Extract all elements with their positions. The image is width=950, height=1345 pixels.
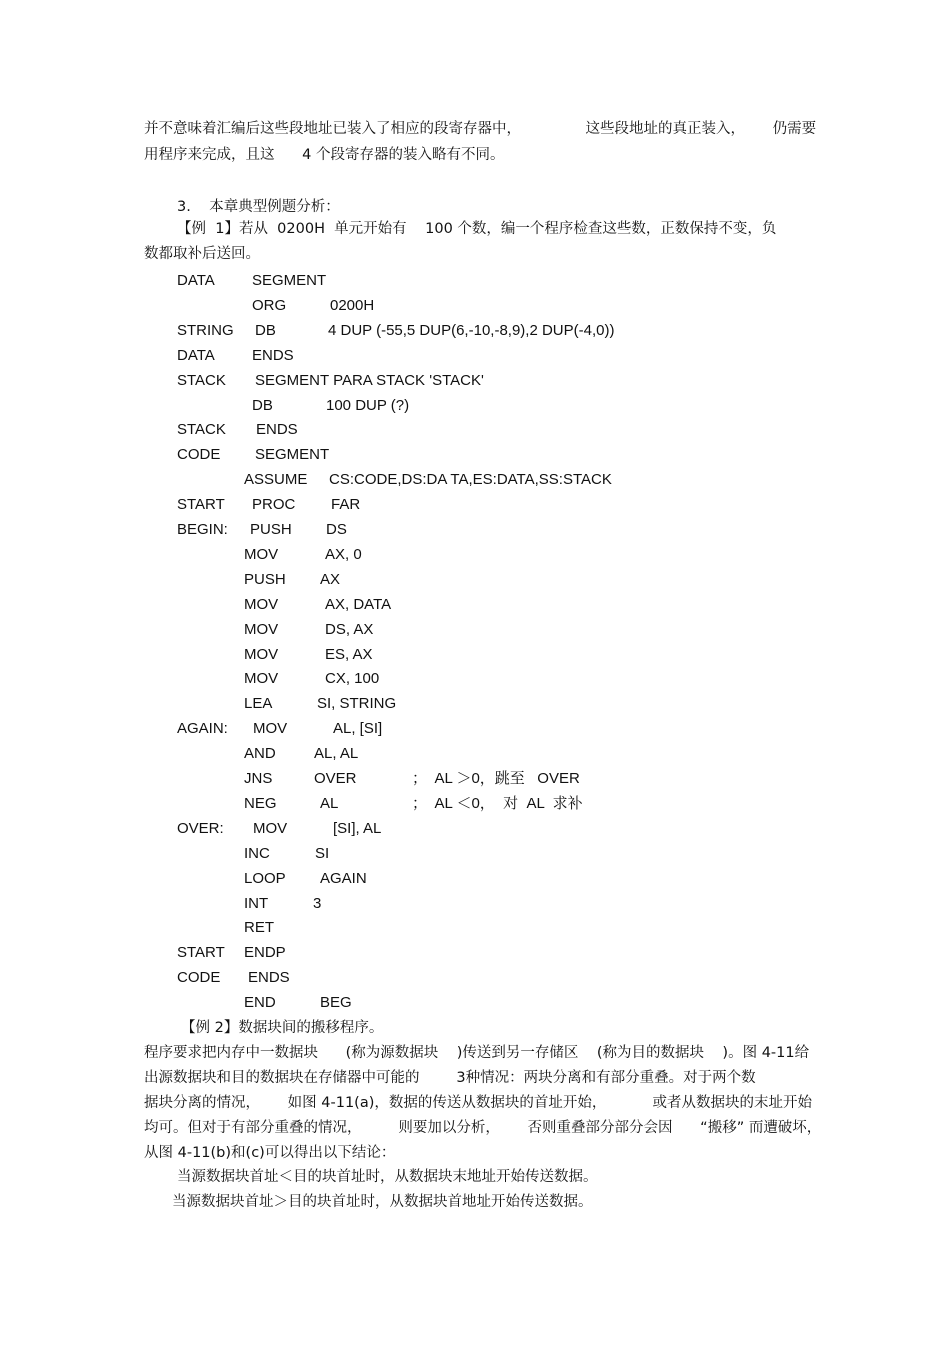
code-label: AGAIN: <box>177 720 228 737</box>
code-arg: AX, DATA <box>325 596 392 613</box>
code-arg: ES, AX <box>325 646 373 663</box>
code-op: ENDS <box>248 969 290 986</box>
code-op: JNS <box>244 770 273 787</box>
code-op: INT <box>244 895 269 912</box>
code-arg: CX, 100 <box>325 670 380 687</box>
code-arg: AX, 0 <box>325 546 362 563</box>
code-op: SEGMENT PARA STACK 'STACK' <box>255 372 484 389</box>
code-label: CODE <box>177 446 221 463</box>
code-op: LOOP <box>244 870 286 887</box>
code-op: ENDS <box>252 347 294 364</box>
code-op: ORG <box>252 297 287 314</box>
example2-para-line-4: 均可。但对于有部分重叠的情况， 则要加以分析， 否则重叠部分部分会因 “搬移” 而遭破坏， <box>144 1120 822 1136</box>
code-label: STRING <box>177 322 234 339</box>
code-op: END <box>244 994 276 1011</box>
code-arg: 3 <box>313 895 322 912</box>
code-arg: 100 DUP (?) <box>326 397 410 414</box>
code-op: ENDP <box>244 944 286 961</box>
code-op: DB <box>255 322 276 339</box>
code-op: PUSH <box>244 571 286 588</box>
code-label: STACK <box>177 372 226 389</box>
example1-line-2: 数都取补后送回。 <box>144 246 260 262</box>
section-heading: 3. 本章典型例题分析： <box>177 199 340 215</box>
code-arg: DS, AX <box>325 621 374 638</box>
code-label: OVER: <box>177 820 224 837</box>
code-op: MOV <box>244 670 279 687</box>
code-op: ASSUME <box>244 471 308 488</box>
code-arg: 4 DUP (-55,5 DUP(6,-10,-8,9),2 DUP(-4,0)) <box>328 322 615 339</box>
code-op: LEA <box>244 695 273 712</box>
code-arg: BEG <box>320 994 352 1011</box>
example2-conclusion-1: 当源数据块首址＜目的块首址时，从数据块末地址开始传送数据。 <box>177 1169 598 1185</box>
code-op: RET <box>244 919 274 936</box>
code-label: DATA <box>177 272 215 289</box>
example2-para-line-5: 从图 4-11(b)和(c)可以得出以下结论： <box>144 1145 396 1161</box>
code-arg: AL, AL <box>314 745 359 762</box>
code-arg: OVER <box>314 770 357 787</box>
code-op: MOV <box>253 720 288 737</box>
code-comment: ； AL ＞0，跳至 OVER <box>412 770 580 787</box>
code-op: AND <box>244 745 276 762</box>
code-op: INC <box>244 845 270 862</box>
code-op: NEG <box>244 795 277 812</box>
code-arg: AL <box>320 795 339 812</box>
code-op: SEGMENT <box>255 446 330 463</box>
example1-line-1: 【例 1】若从 0200H 单元开始有 100 个数，编一个程序检查这些数，正数保持不变，负 <box>177 221 777 237</box>
example2-heading: 【例 2】数据块间的搬移程序。 <box>181 1020 384 1036</box>
example2-conclusion-2: 当源数据块首址＞目的块首址时，从数据块首地址开始传送数据。 <box>172 1194 593 1210</box>
code-op: PUSH <box>250 521 292 538</box>
code-arg: CS:CODE,DS:DA TA,ES:DATA,SS:STACK <box>329 471 612 488</box>
code-op: MOV <box>244 596 279 613</box>
code-label: STACK <box>177 421 226 438</box>
code-arg: [SI], AL <box>333 820 382 837</box>
code-label: CODE <box>177 969 221 986</box>
code-arg: FAR <box>331 496 361 513</box>
code-op: MOV <box>253 820 288 837</box>
code-arg: DS <box>326 521 347 538</box>
code-label: START <box>177 944 225 961</box>
code-op: ENDS <box>256 421 298 438</box>
code-label: START <box>177 496 225 513</box>
code-arg: AX <box>320 571 341 588</box>
code-label: DATA <box>177 347 215 364</box>
code-op: DB <box>252 397 273 414</box>
intro-line-1: 并不意味着汇编后这些段地址已装入了相应的段寄存器中， 这些段地址的真正装入， 仍需要 <box>144 121 817 137</box>
intro-line-2: 用程序来完成，且这 4 个段寄存器的装入略有不同。 <box>144 147 505 163</box>
code-arg: SI <box>315 845 330 862</box>
code-op: PROC <box>252 496 296 513</box>
code-arg: AL, [SI] <box>333 720 383 737</box>
code-arg: AGAIN <box>320 870 367 887</box>
example2-para-line-2: 出源数据块和目的数据块在存储器中可能的 3种情况：两块分离和有部分重叠。对于两个数 <box>144 1070 756 1086</box>
code-arg: SI, STRING <box>317 695 397 712</box>
code-op: SEGMENT <box>252 272 327 289</box>
code-op: MOV <box>244 646 279 663</box>
example2-para-line-1: 程序要求把内存中一数据块 (称为源数据块 )传送到另一存储区 (称为目的数据块 )。图 4-11给 <box>144 1045 810 1061</box>
code-arg: 0200H <box>330 297 375 314</box>
code-label: BEGIN: <box>177 521 228 538</box>
code-op: MOV <box>244 546 279 563</box>
code-comment: ； AL ＜0， 对 AL 求补 <box>412 795 583 812</box>
code-op: MOV <box>244 621 279 638</box>
example2-para-line-3: 据块分离的情况， 如图 4-11(a)，数据的传送从数据块的首址开始， 或者从数据块的末址开始 <box>144 1095 812 1111</box>
